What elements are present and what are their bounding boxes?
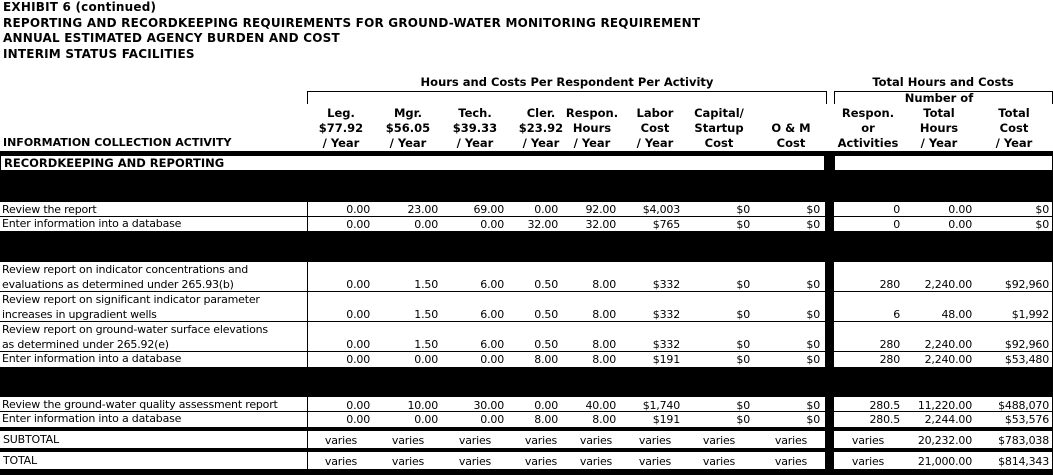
column-header-cler: Cler. $23.92 / Year [518, 106, 564, 150]
cell-total-cost: $92,960 [1004, 338, 1049, 351]
row-label: Review report on ground-water surface elevations as determined under 265.92(e) [2, 323, 268, 351]
grid-line [307, 431, 308, 448]
cell-capital: $0 [736, 308, 750, 321]
cell-total-cost: $92,960 [1004, 278, 1049, 291]
cell-leg: 0.00 [346, 278, 370, 291]
cell-total-hours: 0.00 [948, 203, 972, 216]
total-total-hours: 21,000.00 [917, 455, 972, 468]
cell-cler: 0.50 [534, 308, 558, 321]
total-cler: varies [524, 455, 558, 468]
cell-leg: 0.00 [346, 218, 370, 231]
cell-tech: 6.00 [480, 338, 504, 351]
total-mgr: varies [391, 455, 425, 468]
cell-mgr: 0.00 [414, 353, 438, 366]
total-om: varies [774, 455, 808, 468]
cell-respon: 280 [879, 278, 900, 291]
cell-leg: 0.00 [346, 413, 370, 426]
cell-total-hours: 2,240.00 [924, 338, 972, 351]
cell-cler: 32.00 [527, 218, 558, 231]
cell-total-cost: $1,992 [1011, 308, 1049, 321]
cell-mgr: 0.00 [414, 413, 438, 426]
grid-line [307, 202, 308, 231]
cell-tech: 6.00 [480, 308, 504, 321]
cell-leg: 0.00 [346, 399, 370, 412]
section-box-right [834, 155, 1053, 171]
cell-leg: 0.00 [346, 308, 370, 321]
row-label: Review the report [2, 203, 97, 216]
cell-total-cost: $488,070 [998, 399, 1049, 412]
cell-tech: 0.00 [480, 413, 504, 426]
cell-labor: $332 [652, 338, 680, 351]
cell-leg: 0.00 [346, 203, 370, 216]
total-capital: varies [702, 455, 736, 468]
cell-hours: 92.00 [585, 203, 616, 216]
grid-line [307, 262, 308, 367]
cell-respon: 280.5 [869, 413, 900, 426]
cell-tech: 0.00 [480, 353, 504, 366]
cell-hours: 8.00 [592, 308, 616, 321]
total-label: TOTAL [3, 454, 37, 467]
bottom-rule [0, 469, 1053, 475]
subtotal-rule [0, 427, 1053, 431]
section-title: RECORDKEEPING AND REPORTING [4, 156, 225, 170]
cell-mgr: 0.00 [414, 218, 438, 231]
cell-respon: 0 [893, 203, 900, 216]
cell-om: $0 [806, 399, 820, 412]
cell-tech: 6.00 [480, 278, 504, 291]
cell-respon: 280 [879, 353, 900, 366]
cell-hours: 40.00 [585, 399, 616, 412]
cell-om: $0 [806, 308, 820, 321]
subtotal-mgr: varies [391, 434, 425, 447]
subtotal-om: varies [774, 434, 808, 447]
cell-mgr: 1.50 [414, 308, 438, 321]
title-line-1: EXHIBIT 6 (continued) [3, 0, 157, 14]
cell-hours: 8.00 [592, 338, 616, 351]
cell-hours: 8.00 [592, 413, 616, 426]
cell-total-hours: 2,240.00 [924, 278, 972, 291]
cell-tech: 69.00 [473, 203, 504, 216]
subsection-band-3 [0, 367, 1053, 397]
cell-capital: $0 [736, 203, 750, 216]
subtotal-total-cost: $783,038 [998, 434, 1049, 447]
row-label: Review the ground-water quality assessment report [2, 398, 278, 411]
cell-om: $0 [806, 203, 820, 216]
cell-tech: 0.00 [480, 218, 504, 231]
subtotal-hours: varies [579, 434, 613, 447]
cell-respon: 280.5 [869, 399, 900, 412]
group-header-per-respondent: Hours and Costs Per Respondent Per Activity [420, 75, 714, 89]
column-header-respon: Respon. or Activities [837, 106, 899, 150]
cell-total-hours: 2,240.00 [924, 353, 972, 366]
cell-respon: 0 [893, 218, 900, 231]
cell-total-cost: $53,576 [1004, 413, 1049, 426]
column-header-om: O & M Cost [771, 121, 811, 150]
cell-om: $0 [806, 413, 820, 426]
subtotal-total-hours: 20,232.00 [917, 434, 972, 447]
cell-labor: $332 [652, 308, 680, 321]
cell-cler: 0.50 [534, 338, 558, 351]
group-bracket-per-respondent [307, 91, 827, 104]
cell-total-cost: $0 [1035, 203, 1049, 216]
column-header-leg: Leg. $77.92 / Year [318, 106, 364, 150]
row-label: Review report on indicator concentrations and evaluations as determined under 265.93(b) [2, 263, 249, 291]
total-total-cost: $814,343 [998, 455, 1049, 468]
cell-total-cost: $53,480 [1004, 353, 1049, 366]
cell-capital: $0 [736, 338, 750, 351]
cell-labor: $4,003 [642, 203, 680, 216]
row-label: Enter information into a database [2, 352, 182, 365]
column-header-activity: INFORMATION COLLECTION ACTIVITY [3, 136, 232, 149]
cell-capital: $0 [736, 353, 750, 366]
total-rule [0, 448, 1053, 452]
cell-labor: $191 [652, 353, 680, 366]
cell-hours: 32.00 [585, 218, 616, 231]
cell-leg: 0.00 [346, 353, 370, 366]
cell-capital: $0 [736, 399, 750, 412]
subtotal-respon: varies [851, 434, 885, 447]
cell-mgr: 1.50 [414, 278, 438, 291]
column-header-tech: Tech. $39.33 / Year [452, 106, 498, 150]
cell-mgr: 1.50 [414, 338, 438, 351]
exhibit-title [3, 0, 700, 62]
cell-mgr: 23.00 [407, 203, 438, 216]
cell-labor: $1,740 [642, 399, 680, 412]
row-label: Review report on significant indicator parameter increases in upgradient wells [2, 293, 260, 321]
cell-total-cost: $0 [1035, 218, 1049, 231]
column-header-hours: Respon. Hours / Year [565, 106, 619, 150]
cell-cler: 8.00 [534, 413, 558, 426]
cell-capital: $0 [736, 413, 750, 426]
subtotal-tech: varies [458, 434, 492, 447]
column-header-total-hours: Number of Total Hours / Year [904, 91, 974, 150]
subtotal-leg: varies [324, 434, 358, 447]
title-line-3: ANNUAL ESTIMATED AGENCY BURDEN AND COST [3, 31, 340, 45]
cell-tech: 30.00 [473, 399, 504, 412]
cell-cler: 0.00 [534, 203, 558, 216]
cell-cler: 0.00 [534, 399, 558, 412]
cell-respon: 6 [893, 308, 900, 321]
grid-line [307, 397, 308, 427]
column-header-mgr: Mgr. $56.05 / Year [385, 106, 431, 150]
cell-om: $0 [806, 278, 820, 291]
cell-respon: 280 [879, 338, 900, 351]
cell-labor: $765 [652, 218, 680, 231]
cell-hours: 8.00 [592, 353, 616, 366]
cell-labor: $191 [652, 413, 680, 426]
cell-capital: $0 [736, 218, 750, 231]
group-header-total: Total Hours and Costs [872, 75, 1014, 89]
total-leg: varies [324, 455, 358, 468]
subtotal-cler: varies [524, 434, 558, 447]
grid-line [307, 452, 308, 469]
cell-total-hours: 2,244.00 [924, 413, 972, 426]
column-header-labor: Labor Cost / Year [636, 106, 674, 150]
row-label: Enter information into a database [2, 412, 182, 425]
cell-om: $0 [806, 218, 820, 231]
total-labor: varies [638, 455, 672, 468]
subsection-band-2 [0, 231, 1053, 262]
row-label: Enter information into a database [2, 217, 182, 230]
cell-total-hours: 11,220.00 [917, 399, 972, 412]
cell-hours: 8.00 [592, 278, 616, 291]
cell-total-hours: 48.00 [941, 308, 972, 321]
cell-cler: 0.50 [534, 278, 558, 291]
cell-labor: $332 [652, 278, 680, 291]
total-hours: varies [579, 455, 613, 468]
subtotal-labor: varies [638, 434, 672, 447]
cell-om: $0 [806, 353, 820, 366]
column-separator [825, 151, 834, 475]
column-header-capital: Capital/ Startup Cost [694, 106, 744, 150]
column-header-total-cost: Total Cost / Year [995, 106, 1033, 150]
total-respon: varies [851, 455, 885, 468]
cell-total-hours: 0.00 [948, 218, 972, 231]
subtotal-capital: varies [702, 434, 736, 447]
total-tech: varies [458, 455, 492, 468]
subtotal-label: SUBTOTAL [3, 433, 59, 446]
subsection-band-1 [0, 171, 1053, 202]
cell-cler: 8.00 [534, 353, 558, 366]
cell-leg: 0.00 [346, 338, 370, 351]
title-line-2: REPORTING AND RECORDKEEPING REQUIREMENTS FOR GROUND-WATER MONITORING REQUIREMENT [3, 15, 701, 30]
cell-capital: $0 [736, 278, 750, 291]
cell-om: $0 [806, 338, 820, 351]
cell-mgr: 10.00 [407, 399, 438, 412]
title-line-4: INTERIM STATUS FACILITIES [3, 46, 195, 61]
